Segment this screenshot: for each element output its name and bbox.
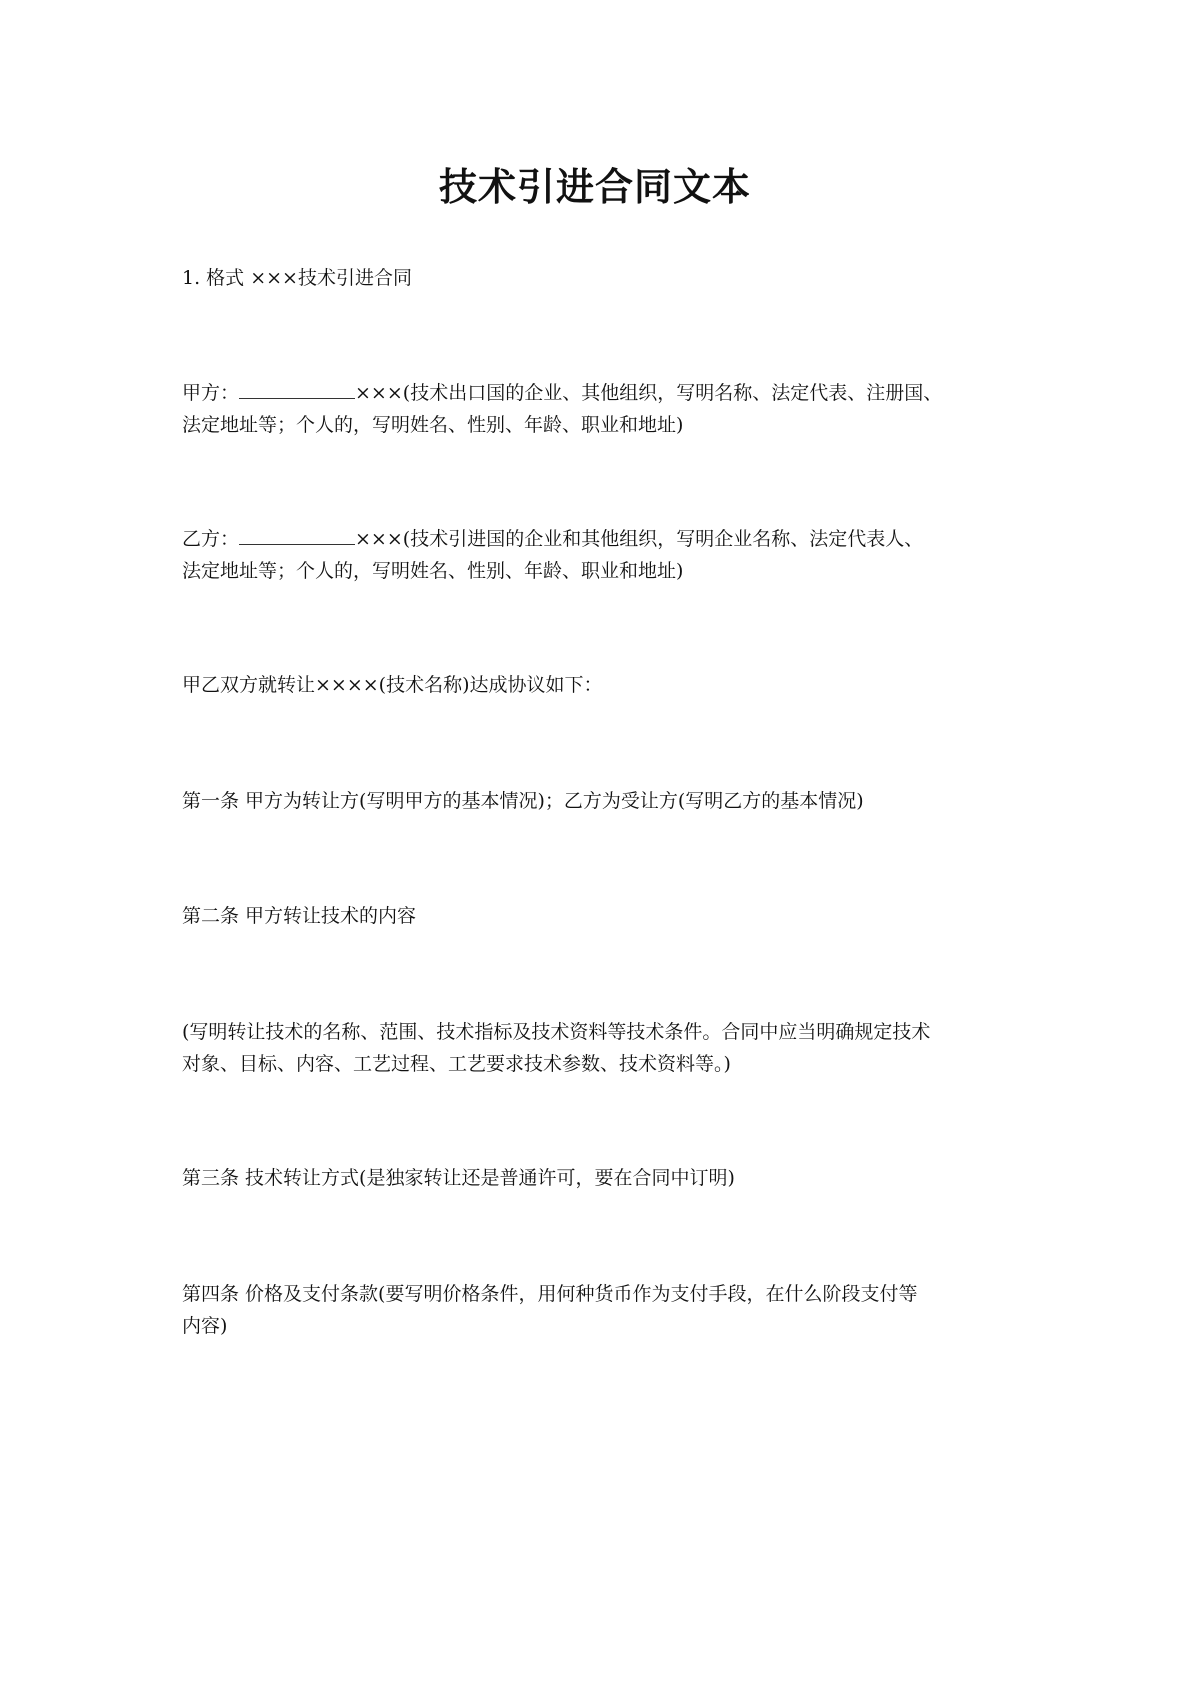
article-4 bbox=[182, 1278, 1042, 1342]
article-2-note bbox=[182, 1016, 1042, 1080]
format-heading bbox=[182, 262, 1042, 294]
party-b-paragraph bbox=[182, 523, 1042, 587]
article-3 bbox=[182, 1162, 1042, 1194]
party-a-line1 bbox=[182, 377, 1042, 409]
party-a-desc: ×××(技术出口国的企业、其他组织，写明名称、法定代表、注册国、 bbox=[355, 382, 943, 404]
party-b-line1 bbox=[182, 523, 1042, 555]
document-title: 技术引进合同文本 bbox=[438, 164, 751, 209]
agreement-text: 甲乙双方就转让××××(技术名称)达成协议如下： bbox=[182, 674, 603, 696]
article-2-note-line1: (写明转让技术的名称、范围、技术指标及技术资料等技术条件。合同中应当明确规定技术 bbox=[182, 1021, 931, 1043]
article-1-text: 第一条 甲方为转让方(写明甲方的基本情况)；乙方为受让方(写明乙方的基本情况) bbox=[182, 790, 864, 812]
party-b-blank bbox=[239, 528, 355, 545]
article-3-text: 第三条 技术转让方式(是独家转让还是普通许可，要在合同中订明) bbox=[182, 1167, 735, 1189]
party-a-line2: 法定地址等；个人的，写明姓名、性别、年龄、职业和地址) bbox=[182, 414, 684, 436]
article-4-line1: 第四条 价格及支付条款(要写明价格条件，用何种货币作为支付手段，在什么阶段支付等 bbox=[182, 1283, 918, 1305]
party-b-line2: 法定地址等；个人的，写明姓名、性别、年龄、职业和地址) bbox=[182, 560, 684, 582]
article-1 bbox=[182, 785, 1042, 817]
article-2-text: 第二条 甲方转让技术的内容 bbox=[182, 905, 417, 927]
article-2 bbox=[182, 900, 1042, 932]
party-a-paragraph bbox=[182, 377, 1042, 441]
party-a-blank bbox=[239, 382, 355, 399]
party-b-label: 乙方： bbox=[182, 528, 240, 550]
agreement-statement bbox=[182, 669, 1042, 701]
format-heading-text: 1. 格式 ×××技术引进合同 bbox=[182, 267, 412, 289]
party-b-desc: ×××(技术引进国的企业和其他组织，写明企业名称、法定代表人、 bbox=[355, 528, 924, 550]
article-4-line2: 内容) bbox=[182, 1315, 228, 1337]
article-2-note-line2: 对象、目标、内容、工艺过程、工艺要求技术参数、技术资料等。) bbox=[182, 1053, 731, 1075]
party-a-label: 甲方： bbox=[182, 382, 240, 404]
